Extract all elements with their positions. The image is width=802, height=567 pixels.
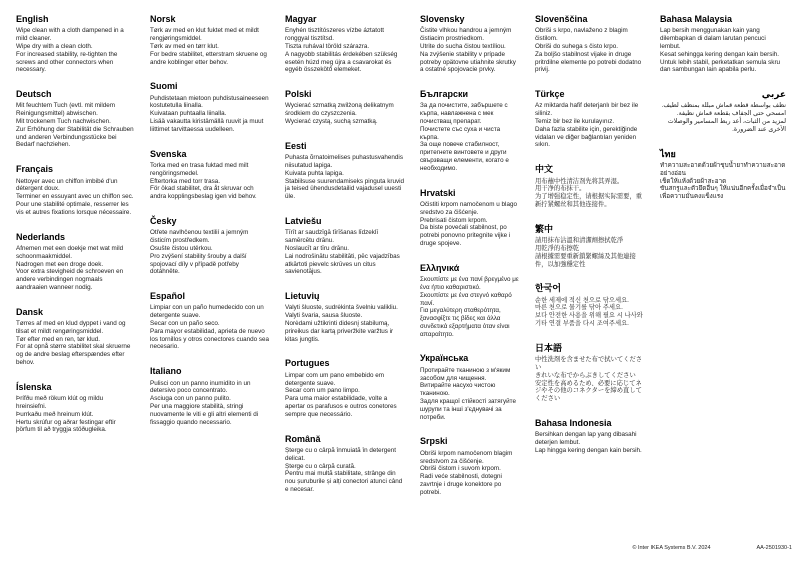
instruction-text: Obriši s krpo, navlaženo z blagim čistilom.: [535, 27, 628, 43]
instruction-text: Valyti šluoste, sudrėkinta švelniu valikliu.: [285, 304, 398, 312]
language-heading: Українська: [420, 353, 469, 364]
column-2: [150, 14, 270, 441]
column-5: [535, 14, 645, 470]
instruction-text: Očistiti krpom namočenom u blago sredstvo za čišćenje.: [420, 200, 517, 216]
language-block: [150, 81, 270, 133]
language-block: [420, 89, 520, 173]
instruction-text: Þrífðu með rökum klút og mildu hreinsiefni.: [16, 395, 104, 410]
language-block: [535, 418, 645, 455]
language-heading: Svenska: [150, 148, 187, 159]
language-heading: English: [16, 14, 49, 24]
instruction-text: 請根據需要重新鎖緊螺絲及其他連接件，以加強穩定性: [535, 252, 636, 268]
instruction-text: Per una maggiore stabilità, stringi nuovamente le viti e gli altri elementi di fissaggio quando necessario.: [150, 402, 259, 426]
instruction-text: Nadrogen met een droge doek.: [16, 260, 104, 268]
language-block: [285, 291, 405, 343]
instruction-text: Norėdami užtikrinti didesnį stabilumą, prireikus dar kartą priveržkite varžtus ir kitas jungtis.: [285, 320, 394, 343]
language-block: [420, 353, 520, 421]
instruction-text: Asciuga con un panno pulito.: [150, 395, 231, 403]
language-block: [285, 141, 405, 201]
instruction-text: 为了增强稳定性，请根据实际需要，重新拧紧螺丝和其他连接件。: [535, 193, 643, 208]
language-block: [535, 343, 645, 403]
instruction-text: Σκουπίστε με ένα στεγνό καθαρό πανί.: [420, 291, 512, 307]
instruction-text: Voor extra stevigheid de schroeven en andere verbindingen nogmaals aandraaien wanneer nodig.: [16, 268, 124, 291]
instruction-text: 用乾淨的布擦乾: [535, 244, 580, 252]
instruction-text: Torka med en trasa fuktad med milt rengöringsmedel.: [150, 162, 249, 177]
instruction-text: Tiszta ruhával töröld szárazra.: [285, 42, 370, 50]
language-block: [16, 232, 135, 292]
instruction-text: Kesat sehingga kering dengan kain bersih.: [660, 50, 780, 58]
instruction-text: Почистете със суха и чиста кърпа.: [420, 125, 501, 141]
language-block: [150, 14, 270, 66]
instruction-text: 보다 안전한 사용을 위해 필요 시 나사와 기타 연결 부품을 다시 조여주세요.: [535, 312, 643, 328]
instruction-text: Na zvýšenie stability v prípade potreby opätovne utiahnite skrutky a ostatné spojovacie prvky.: [420, 50, 516, 74]
language-heading: Polski: [285, 89, 312, 100]
instruction-text: Valyti švaria, sausa šluoste.: [285, 312, 363, 320]
language-heading: Hrvatski: [420, 187, 456, 198]
instruction-text: Obriši čistom i suvom krpom.: [420, 465, 501, 473]
language-heading: Dansk: [16, 306, 44, 317]
language-heading: Italiano: [150, 366, 182, 377]
language-block: [16, 89, 135, 149]
instruction-text: Kuivataan puhtaalla liinalla.: [150, 110, 227, 118]
instruction-text: Șterge cu o cârpă curată.: [285, 462, 356, 470]
instruction-text: Para uma maior estabilidade, volte a apertar os parafusos e outros conetores sempre que necessário.: [285, 395, 397, 418]
column-6: [660, 14, 786, 216]
language-heading: Slovensky: [420, 14, 465, 24]
language-heading: Lietuvių: [285, 291, 320, 302]
column-1: [16, 14, 135, 449]
instruction-text: Za boljšo stabilnost vijake in druge pritrdilne elemente po potrebi dodatno privij.: [535, 50, 642, 74]
instruction-text: きれいな布でからぶきしてください: [535, 371, 636, 379]
instruction-text: Tīrīt ar saudzīgā tīrīšanas līdzeklī samērcētu drānu.: [285, 229, 379, 245]
instruction-text: Витирайте насухо чистою тканиною.: [420, 382, 496, 398]
language-block: [16, 307, 135, 367]
language-heading: Bahasa Malaysia: [660, 14, 733, 24]
instruction-text: Tør efter med en ren, tør klud.: [16, 335, 100, 343]
language-block: [150, 216, 270, 276]
language-block: [660, 149, 786, 201]
language-block: [16, 14, 135, 74]
instruction-text: Eftertorka med torr trasa.: [150, 177, 220, 185]
instruction-text: Задля кращої стійкості затягуйте шурупи та інші з'єднувачі за потреби.: [420, 398, 516, 421]
language-heading: 中文: [535, 164, 554, 175]
instruction-text: امسحي حتى الجفاف بقطعة قماش نظيفة.: [676, 110, 786, 118]
language-heading: Bahasa Indonesia: [535, 417, 612, 428]
column-3: [285, 14, 405, 509]
language-heading: عربي: [761, 89, 786, 100]
language-block: [535, 224, 645, 269]
instruction-text: Temiz bir bez ile kurulayınız.: [535, 118, 615, 126]
instruction-text: Hertu skrúfur og aðrar festingar eftir þörfum til að tryggja stöðugleika.: [16, 418, 116, 434]
language-block: [535, 89, 645, 149]
language-heading: Eesti: [285, 140, 307, 151]
language-heading: Suomi: [150, 81, 178, 92]
instruction-text: 請用抹布沾溫和清潔劑擦拭乾淨: [535, 237, 624, 245]
instruction-text: For at opnå større stabilitet skal skruerne og de andre beslag efterspændes efter behov.: [16, 343, 131, 367]
instruction-text: Untuk lebih stabil, perketatkan semula skru dan sambungan lain apabila perlu.: [660, 58, 781, 74]
instruction-text: Daha fazla stabilite için, gerektiğinde vidaları ve diğer bağlantıları yeniden sıkın.: [535, 125, 638, 149]
instruction-text: نظف بواسطة قطعة قماش مبللة بمنظف لطيف.: [661, 102, 786, 110]
language-heading: Slovenščina: [535, 14, 588, 24]
language-heading: 日本語: [535, 342, 563, 353]
language-block: [660, 89, 786, 134]
language-block: [535, 14, 645, 74]
instruction-text: 安定性を高めるため、必要に応じてネジやその他のコネクターを締め直してください: [535, 379, 642, 403]
language-heading: 繁中: [535, 223, 554, 234]
instruction-text: 用布蘸中性清洁剂先将其弄湿。: [535, 177, 624, 185]
instruction-text: Noslaucīt ar tīru drānu.: [285, 244, 350, 252]
instruction-text: Kuivata puhta lapiga.: [285, 169, 344, 177]
instruction-text: Para mayor estabilidad, aprieta de nuevo los tornillos y otros conectores cuando sea necesario.: [150, 327, 270, 351]
instruction-text: Mit feuchtem Tuch (evtl. mit mildem Reinigungsmittel) abwischen.: [16, 102, 116, 118]
language-heading: Română: [285, 433, 321, 444]
document-number: AA-2501930-1: [756, 545, 792, 551]
instruction-text: Για μεγαλύτερη σταθερότητα, ξανασφίξτε τις βίδες και άλλα συνδετικά εξαρτήματα όταν είναι απαραίτητο.: [420, 307, 510, 338]
copyright-text: © Inter IKEA Systems B.V. 2024: [632, 545, 711, 551]
instruction-text: Čistite vlhkou handrou a jemným čistiacim prostriedkom.: [420, 27, 512, 43]
language-heading: Türkçe: [535, 89, 565, 100]
language-block: [420, 188, 520, 248]
footer: [632, 545, 792, 551]
language-heading: Ελληνικά: [420, 262, 460, 273]
language-heading: Deutsch: [16, 89, 52, 100]
instruction-text: Obriši do suhega s čisto krpo.: [535, 42, 618, 50]
instruction-text: Pour une stabilité optimale, resserrer les vis et autres fixations lorsque nécessaire.: [16, 200, 132, 216]
language-block: [660, 14, 786, 74]
instruction-text: Lap hingga kering dengan kain bersih.: [535, 446, 642, 454]
instruction-text: Nettoyer avec un chiffon imbibé d'un détergent doux.: [16, 177, 118, 193]
instruction-text: Limpar com um pano embebido em detergente suave.: [285, 371, 385, 387]
instruction-text: Stabiilsuse suurendamiseks pinguta kruvid ja teised ühendusdetailid vajadusel uuesti üle.: [285, 177, 405, 201]
instruction-text: Tørk av med en tørr klut.: [150, 42, 219, 50]
language-block: [420, 436, 520, 496]
instruction-text: Radi veće stabilnosti, dotegni zavrtnje i druge konektore po potrebi.: [420, 473, 502, 496]
instruction-text: Pro zvýšení stability šrouby a další spojovací díly v případě potřeby dotáhněte.: [150, 252, 247, 276]
language-block: [150, 366, 270, 426]
language-heading: 한국어: [535, 283, 562, 294]
language-heading: Français: [16, 164, 54, 175]
instruction-text: Limpiar con un paño humedecido con un detergente suave.: [150, 304, 264, 320]
instruction-text: Bersihkan dengan lap yang dibasahi deterjen lembut.: [535, 431, 637, 447]
instruction-text: Pentru mai multă stabilitate, strânge din nou șuruburile și alți conectori atunci când e necesar.: [285, 470, 403, 493]
instruction-text: Lisää vakautta kiristämällä ruuvit ja muut liittimet tarvittaessa uudelleen.: [150, 118, 264, 133]
instruction-text: Afnemen met een doekje met wat mild schoonmaakmiddel.: [16, 244, 124, 260]
language-block: [285, 216, 405, 276]
instruction-text: За да почистите, забършете с кърпа, навлажнена с мек почистващ препарат.: [420, 102, 508, 126]
instruction-text: ทำความสะอาดด้วยผ้าชุบน้ำยาทำความสะอาดอย่างอ่อน: [660, 162, 786, 177]
instruction-text: Osušte čistou utěrkou.: [150, 244, 213, 252]
language-heading: Česky: [150, 215, 177, 226]
instruction-text: Puhdistetaan mietoon puhdistusaineeseen kostutetulla liinalla.: [150, 94, 269, 110]
instruction-text: Wycierać czystą, suchą szmatką.: [285, 118, 378, 126]
instruction-text: Tørk av med en klut fuktet med et mildt rengjøringsmiddel.: [150, 27, 259, 43]
instruction-text: Zur Erhöhung der Stabilität die Schrauben und anderen Verbindungsstücke bei Bedarf nachziehen.: [16, 125, 134, 149]
instruction-text: Puhasta õrnatoimelises puhastusvahendis niisutatud lapiga.: [285, 154, 403, 169]
language-heading: Norsk: [150, 14, 176, 24]
language-heading: Nederlands: [16, 231, 66, 242]
instruction-text: Secar com um pano limpo.: [285, 387, 360, 395]
instruction-text: 마른 천으로 물기를 닦아 주세요.: [535, 304, 623, 312]
instruction-text: Utrite do sucha čistou textíliou.: [420, 42, 506, 50]
instruction-text: Þurrkaðu með hreinum klút.: [16, 410, 94, 418]
language-heading: Portugues: [285, 358, 330, 369]
language-heading: ไทย: [660, 148, 676, 159]
language-heading: Español: [150, 291, 186, 302]
language-block: [285, 434, 405, 494]
instruction-text: Pulisci con un panno inumidito in un detersivo poco concentrato.: [150, 379, 251, 395]
instruction-text: За още повече стабилност, притегнете винтовете и други свързващи елементи, когато е необходимо.: [420, 141, 509, 172]
instruction-text: Da biste povećali stabilnost, po potrebi ponovno pritegnite vijke i druge spojeve.: [420, 224, 511, 247]
language-block: [150, 291, 270, 351]
instruction-text: Wipe clean with a cloth dampened in a mild cleaner.: [16, 27, 124, 43]
instruction-text: Wipe dry with a clean cloth.: [16, 42, 93, 50]
instruction-text: 用干净的布抹干。: [535, 185, 586, 193]
language-heading: Български: [420, 89, 469, 100]
instruction-text: Prebrisati čistom krpom.: [420, 216, 488, 224]
instruction-text: 中性洗剤を含ませた布で拭いてください: [535, 356, 643, 371]
language-block: [420, 263, 520, 339]
language-heading: Srpski: [420, 436, 448, 447]
instruction-text: Otřete navlhčenou textilií a jemným čisticím prostředkem.: [150, 229, 249, 245]
instruction-text: Secar con un paño seco.: [150, 320, 220, 328]
language-block: [420, 14, 520, 74]
column-4: [420, 14, 520, 512]
instruction-text: ขันสกรูและตัวยึดอื่นๆ ให้แน่นอีกครั้งเมื่อจำเป็น เพื่อความมั่นคงแข็งแรง: [660, 185, 786, 201]
language-block: [285, 14, 405, 74]
instruction-text: Tørres af med en klud dyppet i vand og tilsat et mildt rengøringsmiddel.: [16, 320, 126, 335]
instruction-text: A nagyobb stabilitás érdekében szükség esetén húzd meg újra a csavarokat és egyéb összekötő elemeket.: [285, 50, 398, 74]
instruction-text: Протирайте тканиною з м'яким засобом для чищення.: [420, 366, 511, 382]
language-block: [535, 164, 645, 209]
language-block: [535, 283, 645, 328]
instruction-text: 순한 세제에 적신 천으로 닦으세요.: [535, 296, 629, 304]
instruction-text: لمزيد من الثبات، أعد ربط المسامير والوصلات الأخرى عند الضرورة.: [667, 118, 786, 133]
instruction-text: Enyhén tisztítószeres vízbe áztatott ronggyal tisztítsd.: [285, 27, 385, 43]
instruction-text: För ökad stabilitet, dra åt skruvar och andra kopplingsbeslag igen vid behov.: [150, 185, 257, 201]
language-heading: Íslenska: [16, 381, 52, 392]
instruction-text: Obriši krpom namočenom blagim sredstvom za čišćenje.: [420, 449, 513, 465]
language-block: [16, 164, 135, 216]
language-heading: Magyar: [285, 14, 317, 24]
instruction-text: Lai nodrošinātu stabilitāti, pēc vajadzības atkārtoti pievelc skrūves un citus savienotājus.: [285, 252, 400, 276]
language-block: [16, 382, 135, 434]
instruction-text: Wycierać szmatką zwilżoną delikatnym środkiem do czyszczenia.: [285, 102, 394, 118]
instruction-text: Mit trockenem Tuch nachwischen.: [16, 118, 111, 126]
instruction-text: Az miktarda hafif deterjanlı bir bez ile siliniz.: [535, 102, 639, 118]
instruction-text: เช็ดให้แห้งด้วยผ้าสะอาด: [660, 177, 727, 185]
instruction-text: For bedre stabilitet, etterstram skruene og andre koblinger etter behov.: [150, 50, 267, 66]
instruction-text: Lap bersih menggunakan kain yang dilembapkan di dalam larutan pencuci lembut.: [660, 27, 766, 50]
language-block: [285, 89, 405, 126]
language-columns: [16, 14, 786, 512]
instruction-text: For increased stability, re-tighten the screws and other connectors when necessary.: [16, 50, 118, 74]
instruction-text: Terminer en essuyant avec un chiffon sec.: [16, 193, 134, 201]
instruction-text: Σκουπίστε με ένα πανί βρεγμένο με ένα ήπιο καθαριστικό.: [420, 276, 519, 291]
instruction-text: Șterge cu o cârpă înmuiată în detergent delicat.: [285, 446, 396, 462]
language-block: [150, 149, 270, 201]
language-block: [285, 358, 405, 418]
language-heading: Latviešu: [285, 215, 322, 226]
